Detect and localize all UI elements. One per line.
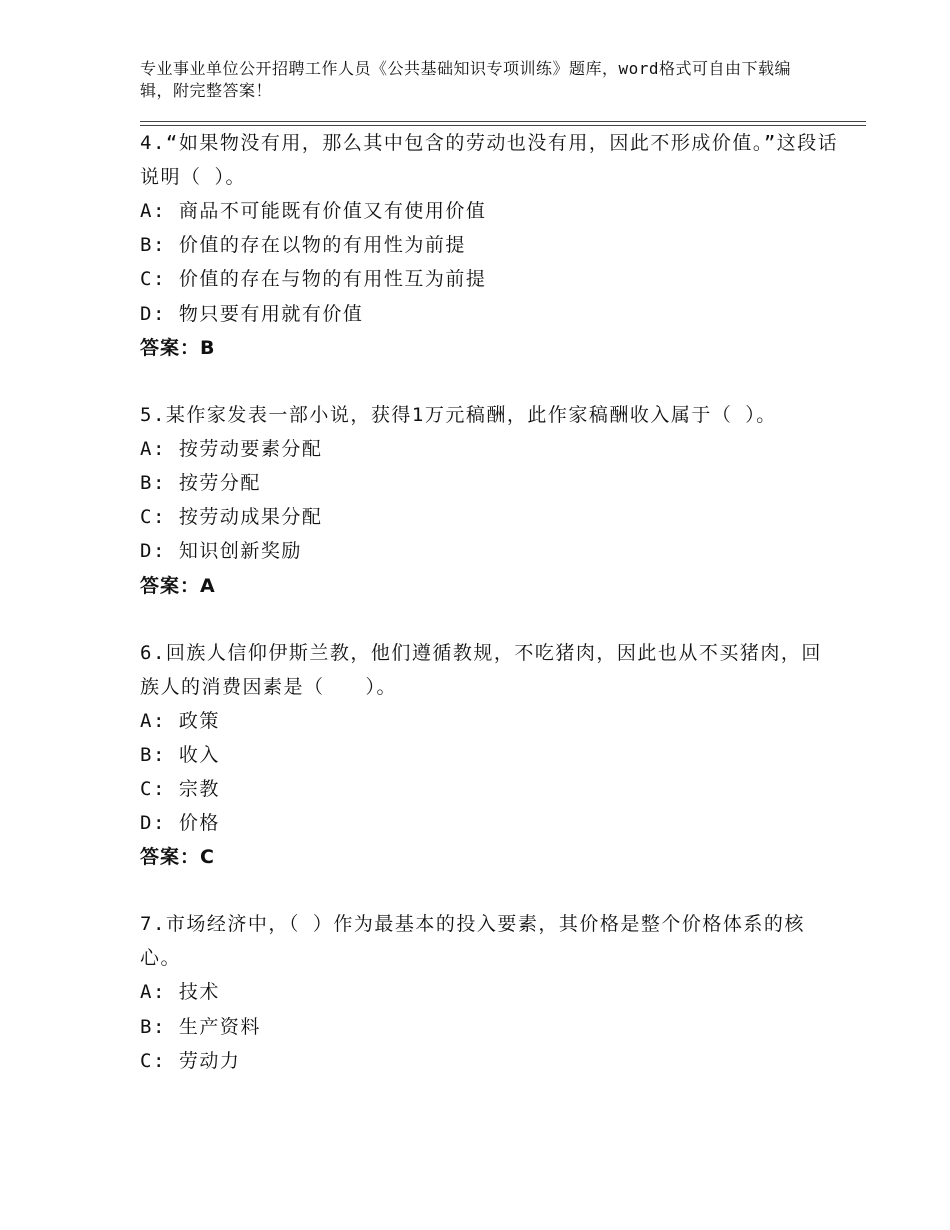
- option-c: C: 宗教: [140, 778, 220, 801]
- question-stem: 7.市场经济中，（ ）作为最基本的投入要素，其价格是整个价格体系的核心。: [140, 913, 805, 970]
- option-a: A: 技术: [140, 981, 220, 1004]
- option-c: C: 按劳动成果分配: [140, 506, 323, 529]
- question-stem: 5.某作家发表一部小说，获得1万元稿酬，此作家稿酬收入属于（ ）。: [140, 403, 777, 426]
- option-a: A: 政策: [140, 709, 220, 732]
- header-divider-top: [140, 121, 866, 122]
- option-d: D: 物只要有用就有价值: [140, 302, 364, 325]
- answer-label: 答案：A: [140, 574, 216, 597]
- option-d: D: 知识创新奖励: [140, 540, 302, 563]
- option-c: C: 价值的存在与物的有用性互为前提: [140, 268, 487, 291]
- option-a: A: 商品不可能既有价值又有使用价值: [140, 200, 487, 222]
- question-spacer: [140, 874, 840, 907]
- question-5: [140, 398, 840, 603]
- question-6: [140, 636, 840, 875]
- option-b: B: 收入: [140, 743, 220, 766]
- option-b: B: 价值的存在以物的有用性为前提: [140, 234, 466, 257]
- question-stem: 6.回族人信仰伊斯兰教，他们遵循教规，不吃猪肉，因此也从不买猪肉，回族人的消费因素是（ ）。: [140, 641, 822, 698]
- option-a: A: 按劳动要素分配: [140, 437, 323, 460]
- option-c: C: 劳动力: [140, 1049, 241, 1072]
- question-list: [140, 126, 840, 1078]
- question-spacer: [140, 365, 840, 398]
- question-4: [140, 126, 840, 365]
- question-7: [140, 907, 840, 1078]
- option-d: D: 价格: [140, 812, 220, 835]
- answer-label: 答案：B: [140, 336, 216, 359]
- document-header: 专业事业单位公开招聘工作人员《公共基础知识专项训练》题库，word格式可自由下载编辑，附完整答案！: [140, 59, 792, 100]
- option-b: B: 生产资料: [140, 1015, 261, 1038]
- answer-label: 答案：C: [140, 846, 215, 869]
- option-b: B: 按劳分配: [140, 472, 261, 495]
- question-spacer: [140, 603, 840, 636]
- question-stem: 4.“如果物没有用，那么其中包含的劳动也没有用，因此不形成价值。”这段话说明（ ）。: [140, 132, 839, 188]
